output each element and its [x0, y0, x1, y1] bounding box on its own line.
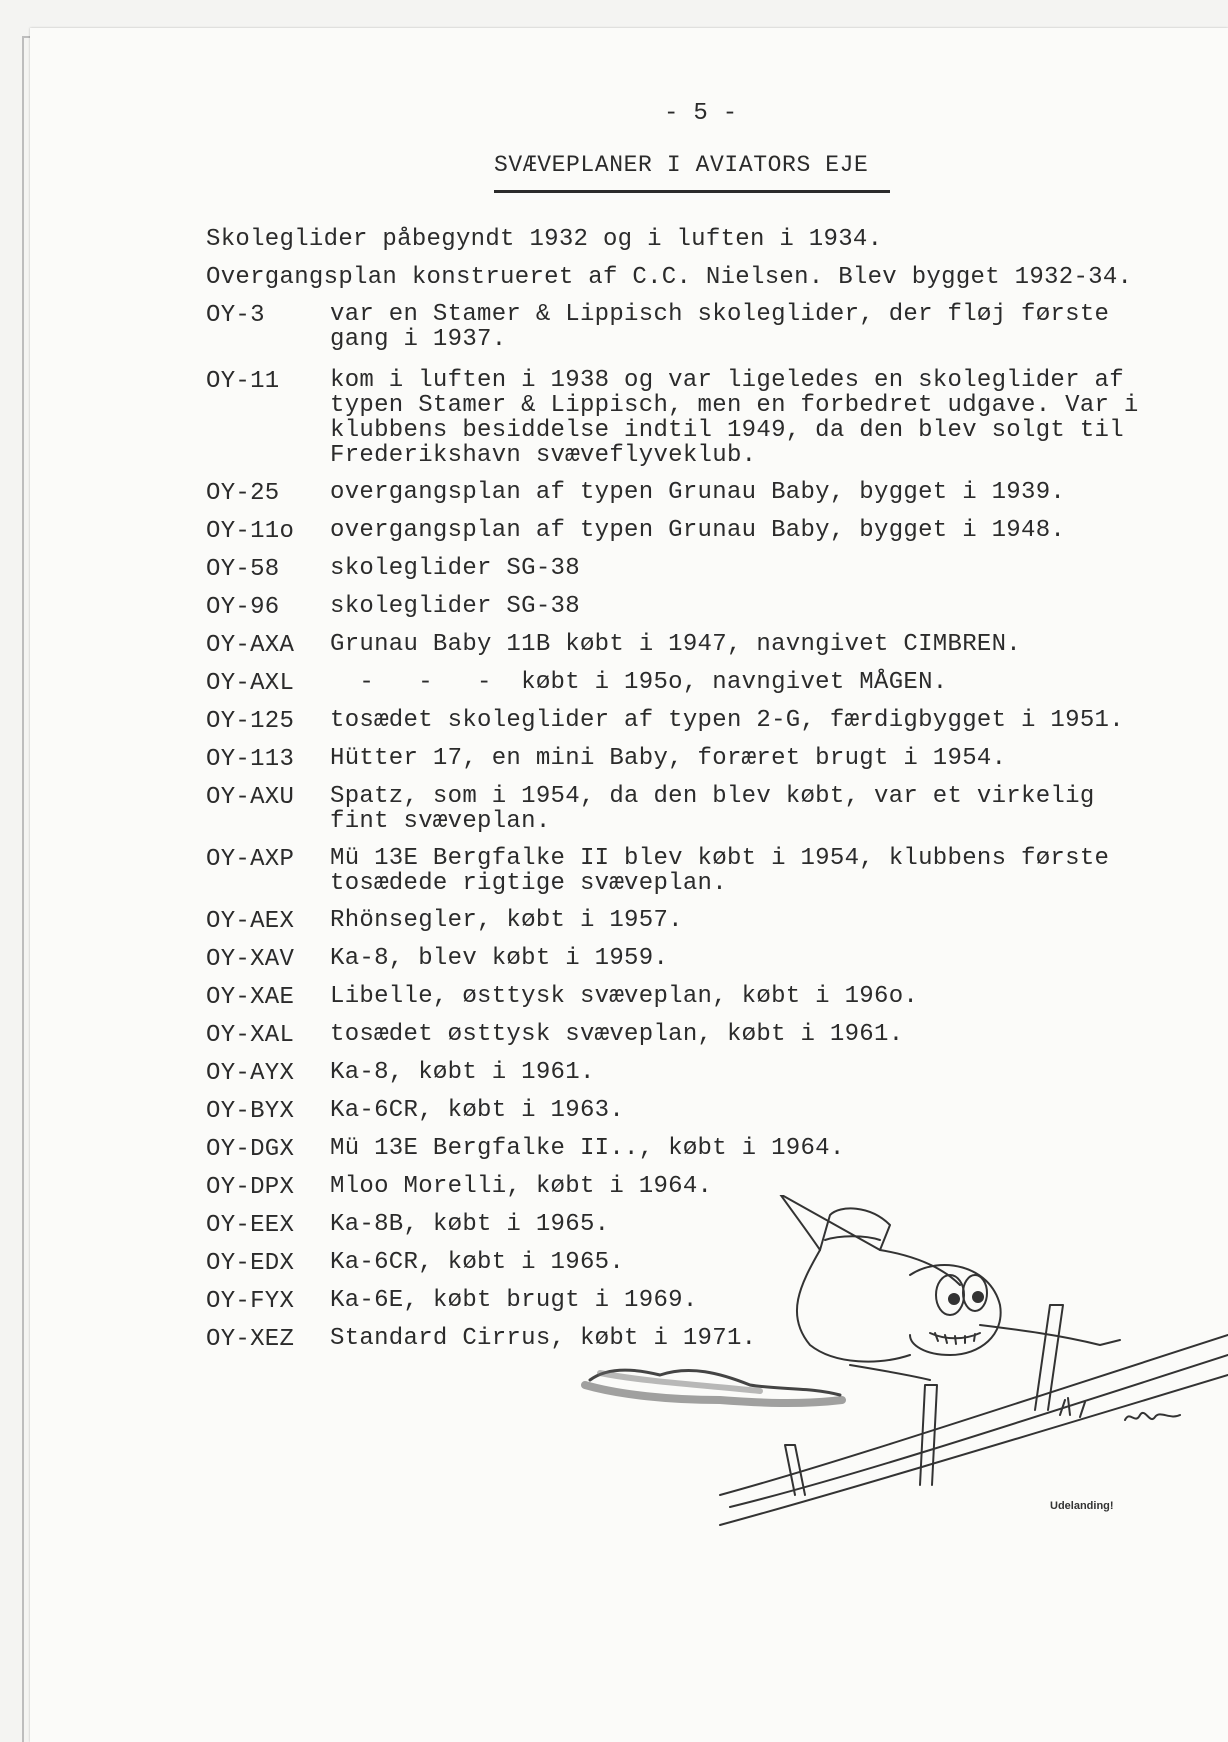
glider-entry	[206, 846, 1166, 908]
glider-description: Ka-6E, købt brugt i 1969.	[330, 1287, 698, 1314]
registration-code: OY-11o	[206, 518, 295, 545]
glider-description: Grunau Baby 11B købt i 1947, navngivet CIMBREN.	[330, 631, 1022, 658]
glider-description: Mloo Morelli, købt i 1964.	[330, 1173, 713, 1200]
glider-entry	[206, 946, 1166, 984]
glider-entry	[206, 784, 1166, 846]
registration-code: OY-XAV	[206, 946, 295, 973]
registration-code: OY-58	[206, 556, 280, 583]
glider-entry	[206, 984, 1166, 1022]
registration-code: OY-DPX	[206, 1174, 295, 1201]
registration-code: OY-XAL	[206, 1022, 295, 1049]
glider-description: skoleglider SG-38	[330, 593, 580, 620]
registration-code: OY-113	[206, 746, 295, 773]
glider-entry	[206, 708, 1166, 746]
intro-line: Skoleglider påbegyndt 1932 og i luften i 1934.	[206, 226, 883, 253]
registration-code: OY-3	[206, 302, 265, 329]
glider-entry	[206, 632, 1166, 670]
glider-description: Mü 13E Bergfalke II blev købt i 1954, klubbens første tosædede rigtige svæveplan.	[330, 845, 1110, 897]
glider-description: Standard Cirrus, købt i 1971.	[330, 1325, 757, 1352]
registration-code: OY-AXL	[206, 670, 295, 697]
glider-entry	[206, 1022, 1166, 1060]
glider-description: Ka-6CR, købt i 1963.	[330, 1097, 625, 1124]
registration-code: OY-BYX	[206, 1098, 295, 1125]
registration-code: OY-AEX	[206, 908, 295, 935]
glider-description: Mü 13E Bergfalke II.., købt i 1964.	[330, 1135, 845, 1162]
registration-code: OY-AXP	[206, 846, 295, 873]
registration-code: OY-AXA	[206, 632, 295, 659]
glider-entry	[206, 518, 1166, 556]
registration-code: OY-11	[206, 368, 280, 395]
glider-entry	[206, 594, 1166, 632]
glider-description: Ka-8B, købt i 1965.	[330, 1211, 610, 1238]
registration-code: OY-XEZ	[206, 1326, 295, 1353]
glider-description: overgangsplan af typen Grunau Baby, bygget i 1939.	[330, 479, 1066, 506]
page-number: - 5 -	[664, 100, 738, 127]
glider-description: tosædet skoleglider af typen 2-G, færdigbygget i 1951.	[330, 707, 1124, 734]
registration-code: OY-EDX	[206, 1250, 295, 1277]
glider-description: tosædet østtysk svæveplan, købt i 1961.	[330, 1021, 904, 1048]
glider-entry	[206, 1136, 1166, 1174]
glider-description: Libelle, østtysk svæveplan, købt i 196o.	[330, 983, 919, 1010]
registration-code: OY-AXU	[206, 784, 295, 811]
glider-entry	[206, 1060, 1166, 1098]
glider-entry	[206, 302, 1166, 368]
page-title: SVÆVEPLANER I AVIATORS EJE	[494, 152, 869, 178]
glider-description: overgangsplan af typen Grunau Baby, bygget i 1948.	[330, 517, 1066, 544]
glider-description: skoleglider SG-38	[330, 555, 580, 582]
glider-description: Ka-8, blev købt i 1959.	[330, 945, 669, 972]
glider-description: Hütter 17, en mini Baby, foræret brugt i 1954.	[330, 745, 1007, 772]
title-underline	[494, 190, 890, 193]
glider-entry	[206, 556, 1166, 594]
cartoon-caption: Udelanding!	[1050, 1500, 1114, 1512]
stacked-sheet-edge	[22, 36, 24, 1742]
glider-entry	[206, 746, 1166, 784]
glider-description: kom i luften i 1938 og var ligeledes en skoleglider af typen Stamer & Lippisch, men en forbedret udgave. Var i klubbens besiddelse indtil 1949, da den blev solgt til Frederikshavn svæveflyveklub.	[330, 367, 1139, 469]
registration-code: OY-DGX	[206, 1136, 295, 1163]
glider-description: Spatz, som i 1954, da den blev købt, var et virkelig fint svæveplan.	[330, 783, 1095, 835]
registration-code: OY-FYX	[206, 1288, 295, 1315]
registration-code: OY-EEX	[206, 1212, 295, 1239]
outlanding-cartoon-illustration	[580, 1195, 1228, 1535]
glider-description: Ka-6CR, købt i 1965.	[330, 1249, 625, 1276]
glider-description: - - - købt i 195o, navngivet MÅGEN.	[330, 669, 948, 696]
glider-entry	[206, 480, 1166, 518]
glider-entry	[206, 908, 1166, 946]
glider-description: Rhönsegler, købt i 1957.	[330, 907, 683, 934]
glider-entry	[206, 368, 1166, 480]
registration-code: OY-AYX	[206, 1060, 295, 1087]
glider-description: var en Stamer & Lippisch skoleglider, der fløj første gang i 1937.	[330, 301, 1110, 353]
registration-code: OY-25	[206, 480, 280, 507]
registration-code: OY-125	[206, 708, 295, 735]
registration-code: OY-96	[206, 594, 280, 621]
glider-description: Ka-8, købt i 1961.	[330, 1059, 595, 1086]
registration-code: OY-XAE	[206, 984, 295, 1011]
intro-line: Overgangsplan konstrueret af C.C. Nielsen. Blev bygget 1932-34.	[206, 264, 1133, 291]
glider-entry	[206, 1098, 1166, 1136]
glider-entry	[206, 670, 1166, 708]
